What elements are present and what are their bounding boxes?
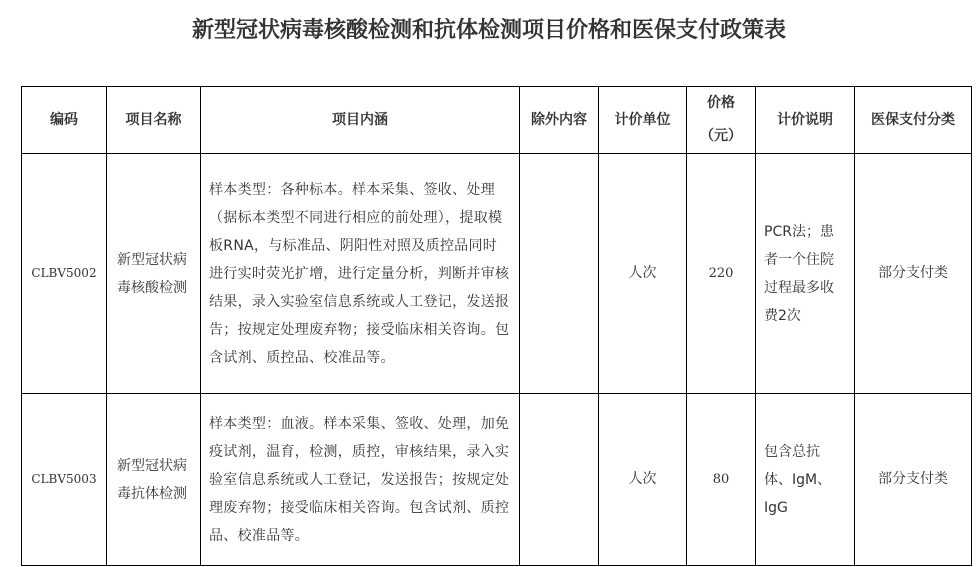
item-name-cell: 新型冠状病毒核酸检测 xyxy=(107,154,201,394)
header-code: 编码 xyxy=(22,87,107,154)
excluded-cell xyxy=(520,394,599,566)
pricing-note-cell: 包含总抗体、IgM、IgG xyxy=(756,394,855,566)
table-row xyxy=(22,154,972,394)
item-content-cell: 样本类型：血液。样本采集、签收、处理，加免疫试剂，温育，检测，质控，审核结果，录入实验室信息系统或人工登记，发送报告；按规定处理废弃物；接受临床相关咨询。包含试剂、质控品、校准品等。 xyxy=(201,394,520,566)
code-cell: CLBV5003 xyxy=(22,394,107,566)
table-header-row xyxy=(22,87,972,154)
price-cell: 80 xyxy=(687,394,756,566)
pricing-note-cell: PCR法；患者一个住院过程最多收费2次 xyxy=(756,154,855,394)
header-unit: 计价单位 xyxy=(599,87,687,154)
insurance-category-cell: 部分支付类 xyxy=(855,154,972,394)
page-title: 新型冠状病毒核酸检测和抗体检测项目价格和医保支付政策表 xyxy=(191,18,786,43)
header-item-name: 项目名称 xyxy=(107,87,201,154)
unit-cell: 人次 xyxy=(599,154,687,394)
header-insurance-category: 医保支付分类 xyxy=(855,87,972,154)
code-cell: CLBV5002 xyxy=(22,154,107,394)
header-pricing-note: 计价说明 xyxy=(756,87,855,154)
table-row xyxy=(22,394,972,566)
header-item-content: 项目内涵 xyxy=(201,87,520,154)
insurance-category-cell: 部分支付类 xyxy=(855,394,972,566)
price-cell: 220 xyxy=(687,154,756,394)
price-policy-table xyxy=(21,86,972,566)
unit-cell: 人次 xyxy=(599,394,687,566)
header-excluded: 除外内容 xyxy=(520,87,599,154)
header-price: 价格（元） xyxy=(687,87,756,154)
item-content-cell: 样本类型：各种标本。样本采集、签收、处理（据标本类型不同进行相应的前处理），提取模板RNA，与标准品、阴阳性对照及质控品同时进行实时荧光扩增，进行定量分析，判断并审核结果，录入实验室信息系统或人工登记，发送报告；按规定处理废弃物；接受临床相关咨询。包含试剂、质控品、校准品等。 xyxy=(201,154,520,394)
excluded-cell xyxy=(520,154,599,394)
item-name-cell: 新型冠状病毒抗体检测 xyxy=(107,394,201,566)
